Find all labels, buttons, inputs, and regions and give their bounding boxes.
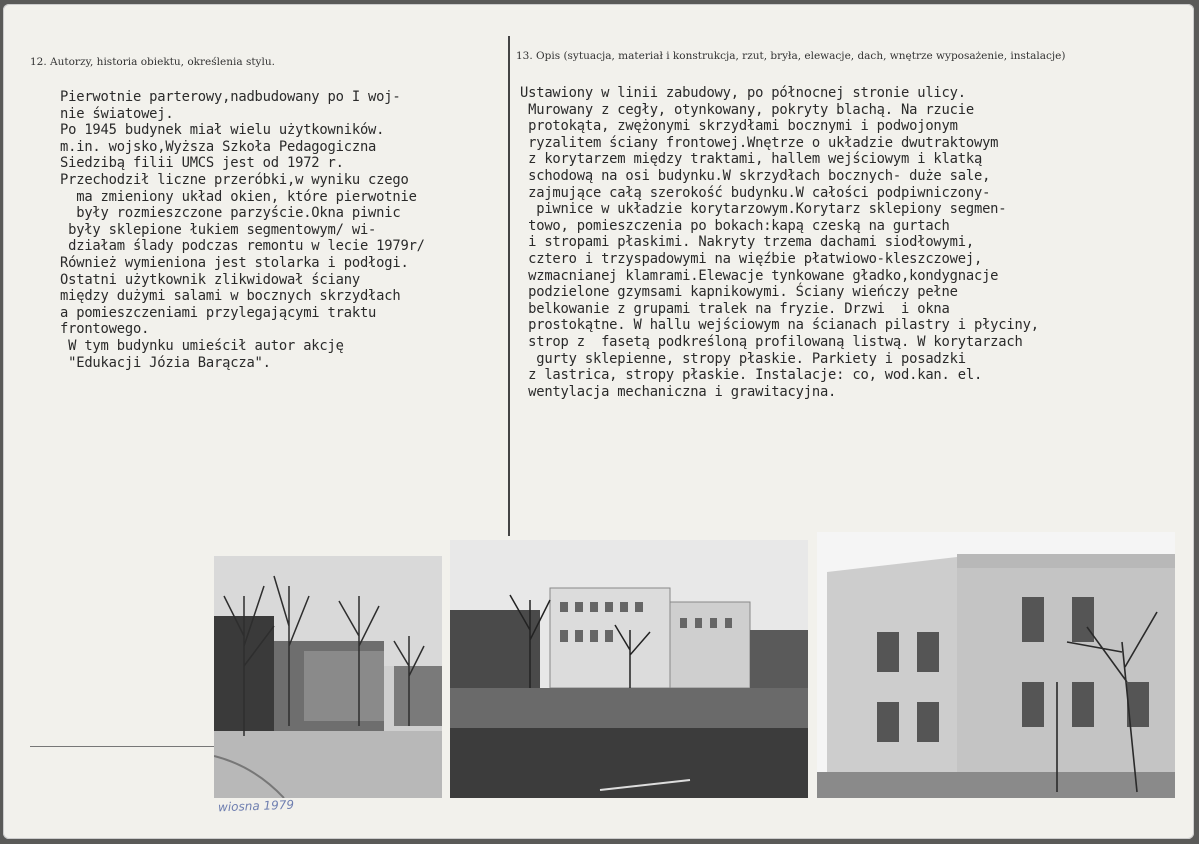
history-text-line: nie światowej. xyxy=(60,105,174,122)
header-description: 13. Opis (sytuacja, materiał i konstrukcja, rzut, bryła, elewacje, dach, wnętrze wyposażenie, instalacje) xyxy=(516,50,1066,62)
description-text-line: z korytarzem między traktami, hallem wejściowym i klatką xyxy=(520,151,983,168)
header-authors-history: 12. Autorzy, historia obiektu, określenia stylu. xyxy=(30,56,275,68)
description-text-line: i stropami płaskimi. Nakryty trzema dachami siodłowymi, xyxy=(520,234,974,251)
history-text-line: Pierwotnie parterowy,nadbudowany po I woj- xyxy=(60,89,401,105)
description-text-line: podzielone gzymsami kapnikowymi. Ściany wieńczy pełne xyxy=(520,284,958,301)
history-text-line: działam ślady podczas remontu w lecie 1979r/ xyxy=(60,238,425,255)
description-text-line: ryzalitem ściany frontowej.Wnętrze o układzie dwutraktowym xyxy=(520,134,999,151)
history-text-line: Siedzibą filii UMCS jest od 1972 r. xyxy=(60,155,344,172)
description-text-line: strop z fasetą podkreśloną profilowaną listwą. W korytarzach xyxy=(520,333,1023,350)
history-text-line: frontowego. xyxy=(60,321,150,338)
bottom-rule xyxy=(30,746,220,747)
history-text-line: między dużymi salami w bocznych skrzydłach xyxy=(60,288,401,305)
column-divider xyxy=(508,36,510,536)
description-text-line: protokąta, zwężonymi skrzydłami bocznymi i podwojonym xyxy=(520,118,958,135)
history-text-line: a pomieszczeniami przylegającymi traktu xyxy=(60,304,377,321)
description-text-line: towo, pomieszczenia po bokach:kapą czeską na gurtach xyxy=(520,217,950,234)
description-text-line: prostokątne. W hallu wejściowym na ścianach pilastry i płyciny, xyxy=(520,317,1039,334)
description-text-line: piwnice w układzie korytarzowym.Korytarz sklepiony segmen- xyxy=(520,201,1007,218)
history-text-line: Po 1945 budynek miał wielu użytkowników. xyxy=(60,122,385,139)
history-text-line: ma zmieniony układ okien, które pierwotnie xyxy=(60,188,417,205)
description-text-line: zajmujące całą szerokość budynku.W całości podpiwniczony- xyxy=(520,184,991,201)
history-text-line: Ostatni użytkownik zlikwidował ściany xyxy=(60,271,360,288)
description-text-line: Murowany z cegły, otynkowany, pokryty blachą. Na rzucie xyxy=(520,101,974,118)
history-text-line: W tym budynku umieścił autor akcję xyxy=(60,337,344,354)
description-text-line: Ustawiony w linii zabudowy, po północnej stronie ulicy. xyxy=(520,85,966,101)
description-text-line: cztero i trzyspadowymi na więźbie płatwiowo-kleszczowej, xyxy=(520,250,983,267)
history-text-line: były rozmieszczone parzyście.Okna piwnic xyxy=(60,205,401,222)
photo-building-corner xyxy=(817,532,1175,798)
description-text-line: z lastrica, stropy płaskie. Instalacje: co, wod.kan. el. xyxy=(520,367,983,384)
history-text-line: Również wymieniona jest stolarka i podłogi. xyxy=(60,254,409,271)
history-text-line: były sklepione łukiem segmentowym/ wi- xyxy=(60,221,377,238)
description-text-column xyxy=(520,85,1039,400)
history-text-line: m.in. wojsko,Wyższa Szkoła Pedagogiczna xyxy=(60,138,377,155)
description-text-line: schodową na osi budynku.W skrzydłach bocznych- duże sale, xyxy=(520,167,991,184)
photo-street-view xyxy=(214,556,442,798)
photo-building-front xyxy=(450,540,808,798)
handwritten-date-note: wiosna 1979 xyxy=(217,797,295,815)
description-text-line: wzmacnianej klamrami.Elewacje tynkowane gładko,kondygnacje xyxy=(520,267,999,284)
description-text-line: belkowanie z grupami tralek na fryzie. Drzwi i okna xyxy=(520,300,950,317)
history-text-line: "Edukacji Józia Barącza". xyxy=(60,354,271,371)
history-text-column xyxy=(60,89,425,371)
description-text-line: wentylacja mechaniczna i grawitacyjna. xyxy=(520,383,837,400)
description-text-line: gurty sklepienne, stropy płaskie. Parkiety i posadzki xyxy=(520,350,966,367)
history-text-line: Przechodził liczne przeróbki,w wyniku czego xyxy=(60,171,409,188)
